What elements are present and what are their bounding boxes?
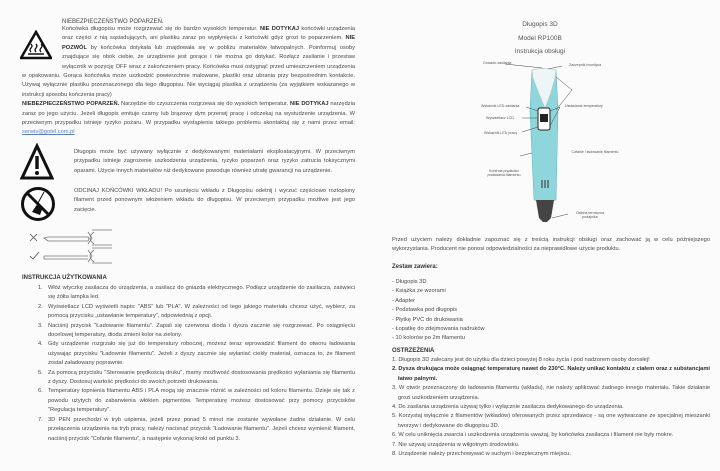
warnings-heading: OSTRZEŻENIA [392,348,435,354]
cut-tip-warning-text: ODCINAJ KOŃCÓWKI WKŁADU! Po usunięciu wkładu z Długopisu odetnij i wyrzuć częściowo roztopiony filament przed ponownym włożeniem wkładu do długopisu. W przeciwnym przypadku możliwe jest jego zacięcie. [74,188,355,213]
usage-step [38,416,355,444]
step-number: 3. [38,322,43,329]
burn-warning-paragraph [22,26,355,98]
usage-step [38,284,355,303]
usage-step [38,340,355,368]
step-number: 5. [38,369,43,376]
warning-text: 3. W otwór przeznaczony do ładowania filamentu (wkładu), nie należy aplikować żadnego innego materiału. Takie działanie grozi uszkodzeniem urządzenia. [392,385,710,401]
label-lcd: Wyświetlacz LCD [486,116,514,120]
step-number: 2. [38,303,43,310]
kit-item: - Długopis 3D [392,279,427,285]
warning-text: 6. W celu uniknięcia zwarcia i uszkodzenia urządzenia uważaj, by końcówka zasilacza i filament nie były mokre. [392,432,674,439]
model-number: Model RP100B [518,35,562,42]
pen-nozzle [536,200,554,222]
kit-item: - 10 kolorów po 2m filamentu [392,335,466,342]
warning-text: 1. Długopis 3D zalecany jest do użytku dla dzieci powyżej 8 roku życia i pod nadzorem osoby dorosłej! [392,357,650,363]
kit-heading: Zestaw zawiera: [392,264,438,270]
warning-item [392,356,710,365]
warning-item [392,441,710,450]
step-number: 7. [38,416,43,423]
warning-item [392,412,710,431]
warnings-list [392,356,710,459]
kit-item: - Podstawka pod długopis [392,307,458,314]
step-number: 6. [38,388,43,395]
burn-warning-segment: NIE DOTYKAJ [259,26,299,32]
manual-subtitle: Instrukcja obsługi [514,48,566,55]
usage-heading: INSTRUKCJA UŻYTKOWANIA [22,275,107,281]
warning-item [392,431,710,440]
kit-item: - Książka ze wzorami [392,288,446,295]
label-temp-setting: Ustawianie temperatury [565,104,603,108]
usage-step [38,303,355,322]
burn-warning-segment: końcówki urządzenia oraz części z nią sąsiadujących, ani plastiku zaraz po wypłynięciu z końcówki gdyż grozi to poparzeniem. [62,26,355,42]
step-text: Włóż wtyczkę zasilacza do urządzenia, a zasilacz do gniazda elektrycznego. Podłącz urządzenie do zasilacza, zaświeci się żółta lampka led. [48,285,355,301]
burn-warning-segment: Narzędzie do czyszczenia rozgrzewa się do wysokich temperatur. [119,101,290,108]
step-text: Wyświetlacz LCD wyświetli napis: "ABS" lub "PLA". W zależności od tego jakiego materiału chcesz użyć, wybierz, za pomocą przycisku „ustawianie temperatury", odpowiednią z opcji. [48,303,355,320]
burn-warning-segment: narzędzia zaraz po jego użyciu. Jeżeli długopis emituje czarny lub brązowy dym przerwij pracę i odczekaj na wystudzenie urządzenia. W przeciwnym przypadku istnieje ryzyko pożaru. W przypadku wystąpienia takiego problemu skontaktuj się z nami przez email: [22,101,355,127]
burn-warning-segment: NIE DOTYKAJ [290,101,329,108]
cut-tip-icon [20,186,56,222]
step-text: 3D PEN przechodzi w tryb uśpienia, jeżeli przez ponad 5 minut nie zostanie wywołane żadne działanie. W celu przełączenia urządzenia na tryb pracy, należy nacisnąć przycisk "Ładowanie filamentu". Jeżeli chcesz wymienić filament, naciśnij przycisk "Cofanie filamentu", a następnie wykonaj kroki od punktu 3. [48,416,355,442]
step-number: 4. [38,341,43,348]
materials-warning-text: Długopis może być używany wyłącznie z dedykowanymi materiałami eksploatacyjnymi. W przeciwnym przypadku istnieje zagrożenie uszkodzenia urządzenia, ryzyko poparzeń oraz ryzyko zatrucia toksycznymi oparami. Użycie innych materiałów niż dedykowane powoduje również utratę gwarancji na urządzenie. [74,149,355,174]
step-text: Za pomocą przycisku "Sterowanie prędkością druku", mamy możliwość dostosowania prędkości wyłaniania się filamentu z dyszy. Dostosuj wartość prędkości do swoich potrzeb drukowania. [48,369,355,386]
burn-warning-segment: Końcówka długopisu może rozgrzewać się do bardzo wysokich temperatur. [62,26,260,32]
kit-list [392,278,692,344]
burn-warning-heading: NIEBEZPIECZEŃSTWO POPARZEŃ. [62,19,164,25]
usage-list [38,284,355,444]
warning-text: 7. Nie używaj urządzenia w wilgotnym środowisku. [392,441,520,448]
warning-item [392,403,710,412]
burn-warning-paragraph-2 [22,101,355,135]
filament-tip-diagram [26,228,116,264]
pen-diagram [460,60,620,225]
kit-item: - Łopatkę do zdejmowania nadruków [392,326,485,333]
label-speed-control: Kontrola prędkości podawania filamentu [487,169,521,178]
product-title: Długopis 3D [522,21,558,28]
step-text: Temperatury topnienia filamentu ABS i PLA mogą się znacznie różnić w zależności od koloru filamentu. Dzieje się tak z powodu użytych do zabarwienia włókien pigmentów. Temperaturę możesz dostosować przy pomocy przycisków "Regulacja temperatury". [48,388,355,414]
step-text: Naciśnij przycisk "Ładowanie filamentu". Zapali się czerwona dioda i dysza zacznie się rozgrzewać. Po osiągnięciu docelowej temperatury, dioda zmieni kolor na zielony. [48,322,355,339]
label-filament-buttons: Cofanie i ładowanie filamentu [571,150,619,154]
burn-warning-text [22,25,355,138]
intro-text: Przed użyciem należy dokładnie zapoznać się z treścią instrukcji obsługi oraz zachować ją w celu późniejszego wykorzystania. Producent nie ponosi odpowiedzialności za nieprawidłowe użycie produktu. [392,237,710,253]
label-power-led: Wskaźnik LED zasilania [481,104,520,108]
usage-step [38,322,355,341]
step-text: Gdy urządzenie rozgrzało się już do temperatury roboczej, możesz teraz wprowadzić filament do otworu ładowania używając przycisku "Ładownie filamentu". Jeżeli z dyszy zacznie się wyłaniać ciekły materiał, oznacza to, że filament został załadowany poprawnie. [48,341,355,367]
step-number: 1. [38,285,43,291]
burn-warning-segment: NIE POZWÓL [62,35,355,51]
label-clip: Zaczepnik hvordyna [569,63,602,67]
warning-item [392,450,710,459]
warning-text: 8. Urządzenie należy przechowywać w suchym i bezpiecznym miejscu. [392,451,571,458]
support-email-link[interactable]: serwis@gotel.com.pl [22,129,75,136]
warning-item [392,365,710,384]
usage-step [38,369,355,388]
warning-text: 5. Korzystaj wyłącznie z filamentów (wkładów) oferowanych przez sprzedawcę - są one wytwarzane ze specjalnej mieszanki tworzyw i dedykowane do długopisu 3D. [392,413,710,429]
label-power-socket: Gniazdo zasilania [483,61,512,65]
label-work-led: Wskaźnik LED pracy [484,131,518,135]
burn-warning-segment: NIEBEZPIECZEŃSTWO POPARZEŃ. [22,101,120,108]
burn-warning-segment: by końcówka dotykała lub znajdowała się w pobliżu materiałów łatwopalnych. Poinformuj osoby znajdujące się obok ciebie, że urządzenie jest gorące i nie można go dotykać. Rozłącz zasilanie i przestaw wyłącznik w pozycję OFF wraz z zakończeniem pracy. Końcówka musi ostygnąć przed umieszczeniem urządzenia w opakowaniu. Gorąca końcówka może uszkodzić powierzchnie malowane, plastiki oraz ubrania przy bezpośrednim kontakcie. Używaj wyłącznie plastiku przeznaczonego dla tego długopisu. Nie wyciągaj plastika z urządzenia (za wyjątkiem wskazanego w instrukcji sposobu kończenia pracy) [22,44,355,98]
label-nozzle: Osłona termiczna podajnika [576,211,604,220]
kit-item: - Adapter [392,297,416,304]
usage-step [38,387,355,415]
kit-item: - Płytkę PVC do drukowania [392,316,463,323]
warning-text: 2. Dysza drukująca może osiągnąć temperaturę nawet do 230°C. Należy unikać kontaktu z ciałem oraz z substancjami łatwo palnymi. [392,366,710,382]
warning-icon [20,143,54,181]
warning-item [392,384,710,403]
warning-text: 4. Do zasilania urządzenia używaj tylko i wyłącznie zasilacza dedykowanego do urządzenia. [392,404,624,411]
